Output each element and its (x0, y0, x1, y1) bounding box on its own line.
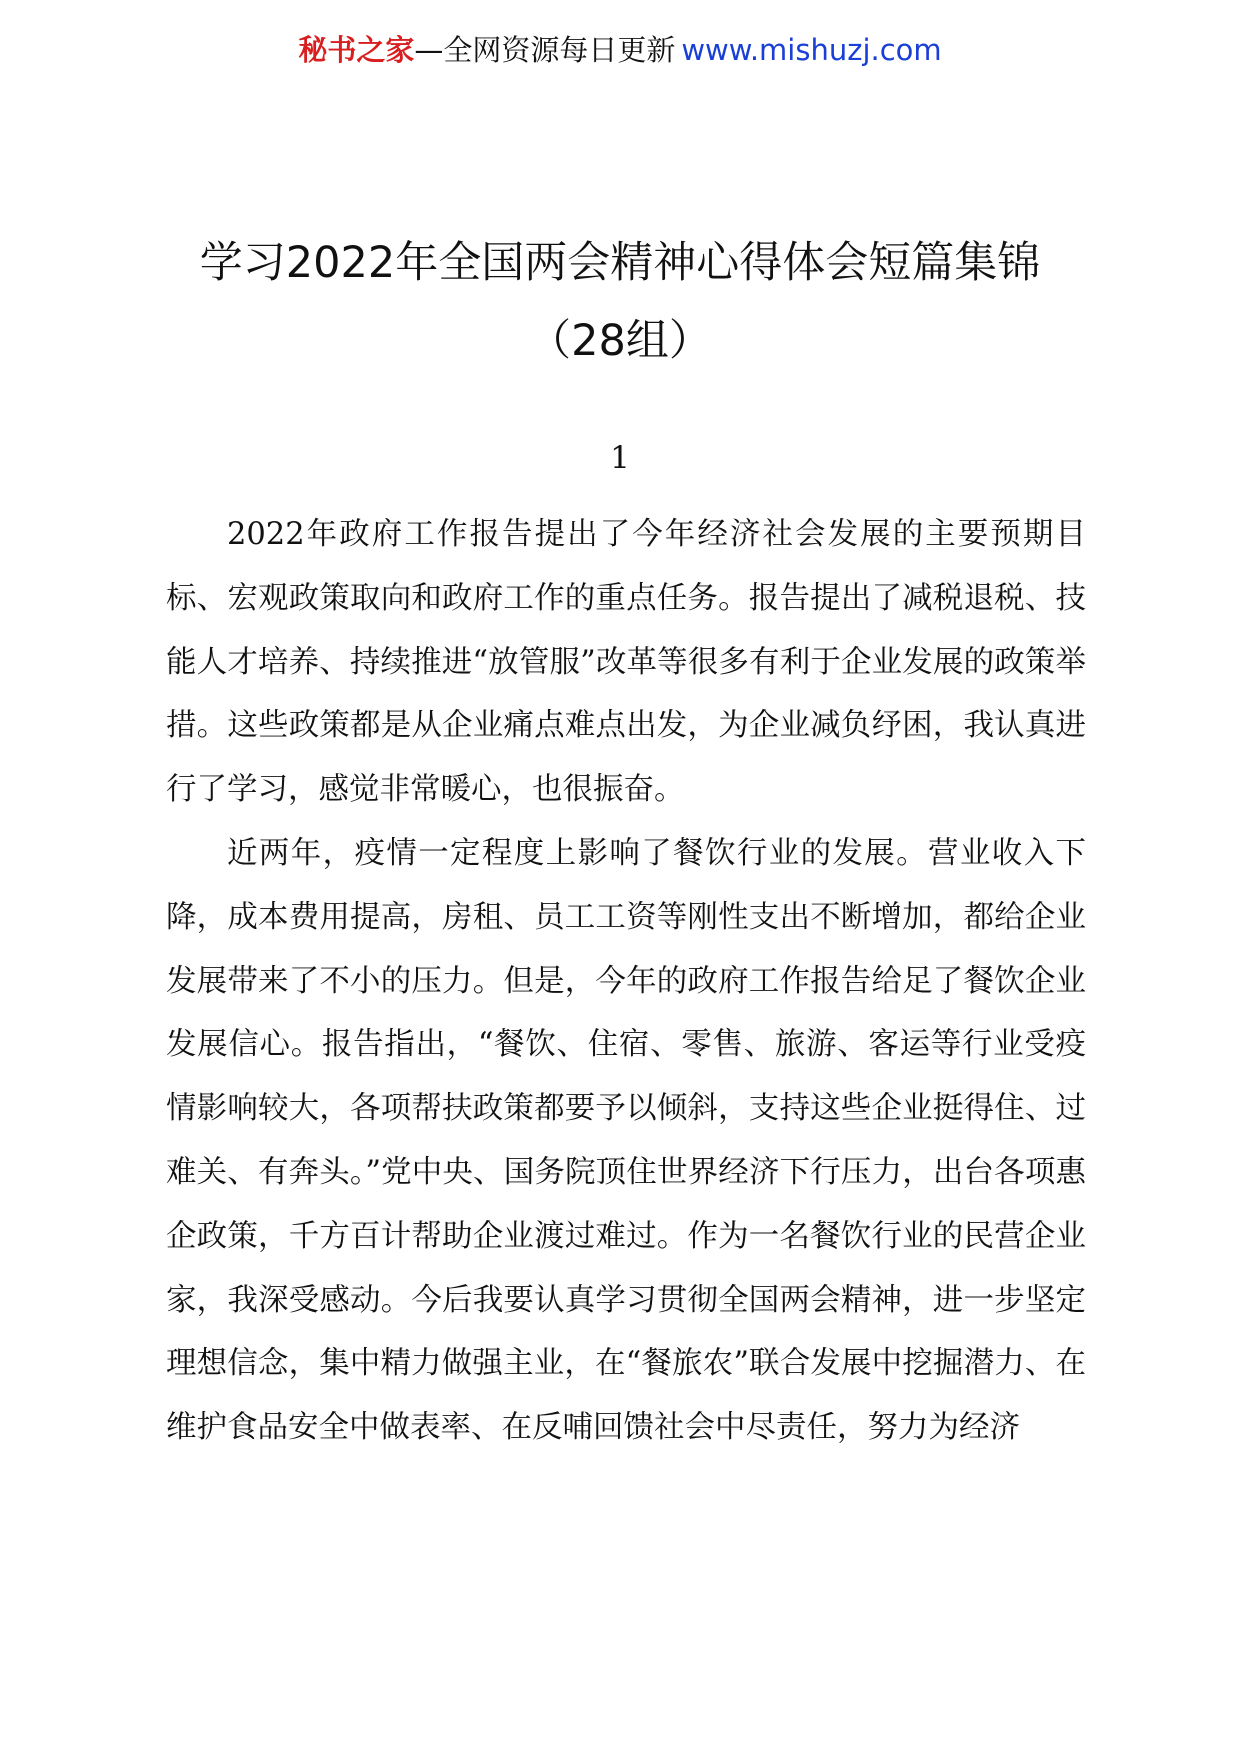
title-line-1: 学习2022年全国两会精神心得体会短篇集锦 (199, 238, 1041, 288)
paragraph: 近两年，疫情一定程度上影响了餐饮行业的发展。营业收入下降，成本费用提高，房租、员工工资等刚性支出不断增加，都给企业发展带来了不小的压力。但是，今年的政府工作报告给足了餐饮企业发展信心。报告指出，“餐饮、住宿、零售、旅游、客运等行业受疫情影响较大，各项帮扶政策都要予以倾斜，支持这些企业挺得住、过难关、有奔头。”党中央、国务院顶住世界经济下行压力，出台各项惠企政策，千方百计帮助企业渡过难过。作为一名餐饮行业的民营企业家，我深受感动。今后我要认真学习贯彻全国两会精神，进一步坚定理想信念，集中精力做强主业，在“餐旅农”联合发展中挖掘潜力、在维护食品安全中做表率、在反哺回馈社会中尽责任，努力为经济 (166, 835, 1086, 1446)
site-brand: 秘书之家 (298, 33, 415, 67)
site-tagline: —全网资源每日更新 (414, 33, 676, 67)
paragraph: 2022年政府工作报告提出了今年经济社会发展的主要预期目标、宏观政策取向和政府工作的重点任务。报告提出了减税退税、技能人才培养、持续推进“放管服”改革等很多有利于企业发展的政策举措。这些政策都是从企业痛点难点出发，为企业减负纾困，我认真进行了学习，感觉非常暖心，也很振奋。 (166, 517, 1086, 808)
site-url-link[interactable]: www.mishuzj.com (681, 33, 942, 67)
title-line-2: （28组） (528, 316, 712, 366)
document-title (0, 235, 1240, 369)
document-body (166, 503, 1086, 1460)
site-header (0, 30, 1240, 70)
section-number: 1 (610, 440, 630, 476)
